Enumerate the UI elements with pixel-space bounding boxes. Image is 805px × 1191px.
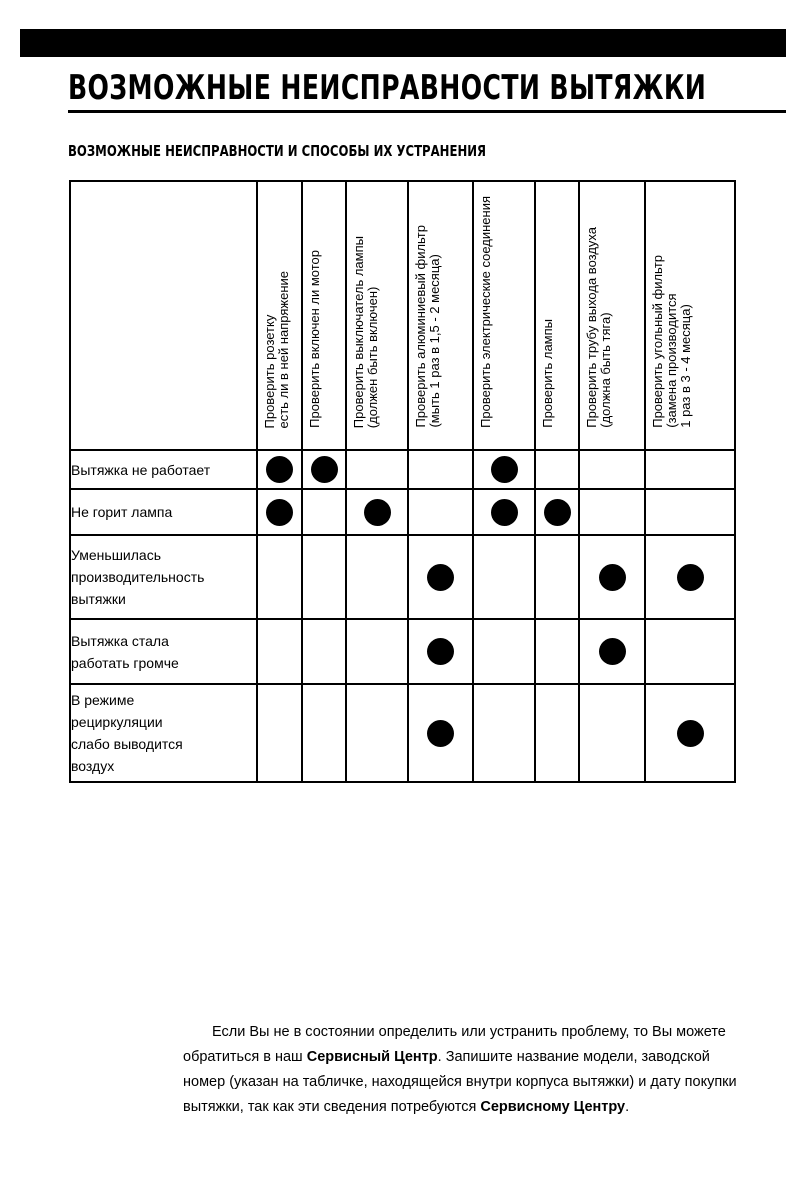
table-cell: [579, 535, 645, 619]
table-cell: [535, 450, 579, 489]
page-title: ВОЗМОЖНЫЕ НЕИСПРАВНОСТИ ВЫТЯЖКИ: [68, 68, 707, 108]
column-header-text: [263, 271, 291, 429]
row-label-line: В режиме: [71, 692, 135, 708]
table-cell: [302, 684, 346, 782]
table-row: [70, 619, 735, 684]
table-cell: [346, 619, 408, 684]
section-subtitle: ВОЗМОЖНЫЕ НЕИСПРАВНОСТИ И СПОСОБЫ ИХ УСТРАНЕНИЯ: [68, 142, 487, 160]
header-black-bar: [20, 29, 786, 57]
table-cell: [346, 450, 408, 489]
check-dot-icon: [427, 720, 454, 747]
check-dot-icon: [677, 564, 704, 591]
row-label-line: слабо выводится: [71, 736, 183, 752]
column-header-6: [535, 181, 579, 450]
row-label: [70, 619, 257, 684]
column-header-5: [473, 181, 535, 450]
check-dot-icon: [311, 456, 338, 483]
check-dot-icon: [364, 499, 391, 526]
check-dot-icon: [599, 638, 626, 665]
column-header-text: [414, 225, 442, 428]
table-cell: [473, 489, 535, 535]
table-cell: [535, 684, 579, 782]
table-header-row: [70, 181, 735, 450]
column-header-8: [645, 181, 735, 450]
table-cell: [473, 535, 535, 619]
column-header-text: [308, 250, 322, 428]
column-header-4: [408, 181, 473, 450]
row-label-line: работать громче: [71, 654, 179, 671]
table-cell: [302, 450, 346, 489]
note-text-3: .: [625, 1099, 630, 1115]
column-header-line: (должен быть включен): [365, 286, 380, 428]
column-header-2: [302, 181, 346, 450]
table-cell: [302, 619, 346, 684]
table-cell: [408, 489, 473, 535]
column-header-line: Проверить лампы: [540, 319, 555, 428]
title-underline: [68, 110, 786, 113]
row-label-line: Вытяжка не работает: [71, 461, 211, 478]
table-cell: [579, 489, 645, 535]
table-cell: [645, 489, 735, 535]
column-header-line: (мыть 1 раз в 1,5 - 2 месяца): [427, 254, 442, 428]
row-label-line: Уменьшилась: [71, 547, 162, 563]
table-cell: [257, 535, 302, 619]
table-cell: [535, 619, 579, 684]
column-header-line: Проверить трубу выхода воздуха: [584, 227, 599, 428]
table-row: [70, 489, 735, 535]
table-cell: [645, 619, 735, 684]
row-label: [70, 450, 257, 489]
check-dot-icon: [491, 499, 518, 526]
table-cell: [535, 489, 579, 535]
column-header-line: 1 раз в 3 - 4 месяца): [678, 304, 693, 428]
check-dot-icon: [544, 499, 571, 526]
note-text-1: Если Вы не в состоянии определить или устранить проблему, то Вы можете обратиться в наш: [183, 1024, 726, 1065]
note-bold-service-center-dative: Сервисному Центру: [480, 1099, 626, 1115]
table-cell: [257, 450, 302, 489]
table-cell: [473, 450, 535, 489]
row-label: [70, 535, 257, 619]
table-cell: [645, 535, 735, 619]
column-header-text: [651, 255, 693, 428]
table-cell: [408, 684, 473, 782]
table-cell: [346, 489, 408, 535]
table-cell: [579, 619, 645, 684]
check-dot-icon: [427, 564, 454, 591]
check-dot-icon: [266, 456, 293, 483]
table-corner-cell: [70, 181, 257, 450]
column-header-text: [585, 227, 613, 428]
row-label-line: Не горит лампа: [71, 504, 173, 520]
row-label-line: воздух: [71, 758, 115, 774]
column-header-text: [479, 196, 493, 428]
column-header-line: Проверить электрические соединения: [478, 196, 493, 428]
column-header-line: (должна быть тяга): [598, 312, 613, 428]
column-header-7: [579, 181, 645, 450]
table-row: [70, 684, 735, 782]
row-label-line: Вытяжка стала: [71, 632, 169, 649]
service-center-note: [183, 1020, 737, 1120]
table-cell: [579, 450, 645, 489]
column-header-line: Проверить угольный фильтр: [650, 255, 665, 428]
table-cell: [346, 535, 408, 619]
table-cell: [257, 684, 302, 782]
row-label: [70, 684, 257, 782]
check-dot-icon: [427, 638, 454, 665]
check-dot-icon: [677, 720, 704, 747]
check-dot-icon: [266, 499, 293, 526]
column-header-line: Проверить включен ли мотор: [307, 250, 322, 428]
column-header-line: есть ли в ней напряжение: [276, 270, 291, 428]
note-text-2: . Запишите название модели, заводской номер (указан на табличке, находящейся внутри корпуса вытяжки) и дату покупки вытяжки, так как эти сведения потребуются: [183, 1049, 737, 1115]
table-cell: [473, 684, 535, 782]
column-header-3: [346, 181, 408, 450]
table-cell: [257, 489, 302, 535]
table-cell: [579, 684, 645, 782]
check-dot-icon: [599, 564, 626, 591]
table-cell: [645, 450, 735, 489]
check-dot-icon: [491, 456, 518, 483]
table-cell: [408, 535, 473, 619]
table-cell: [645, 684, 735, 782]
column-header-line: (замена производится: [664, 293, 679, 428]
table-cell: [535, 535, 579, 619]
troubleshooting-table: [69, 180, 736, 783]
table-row: [70, 535, 735, 619]
note-bold-service-center: Сервисный Центр: [306, 1049, 438, 1065]
row-label-line: вытяжки: [71, 591, 126, 607]
table-row: [70, 450, 735, 489]
table-cell: [346, 684, 408, 782]
table-cell: [302, 489, 346, 535]
column-header-text: [541, 319, 555, 428]
table-cell: [257, 619, 302, 684]
table-cell: [408, 450, 473, 489]
column-header-1: [257, 181, 302, 450]
row-label-line: производительность: [71, 569, 205, 585]
column-header-line: Проверить алюминиевый фильтр: [413, 225, 428, 428]
column-header-line: Проверить розетку: [262, 314, 277, 428]
table-cell: [408, 619, 473, 684]
table-cell: [302, 535, 346, 619]
column-header-line: Проверить выключатель лампы: [351, 235, 366, 428]
row-label: [70, 489, 257, 535]
row-label-line: рециркуляции: [71, 714, 163, 730]
table-cell: [473, 619, 535, 684]
column-header-text: [352, 236, 380, 428]
